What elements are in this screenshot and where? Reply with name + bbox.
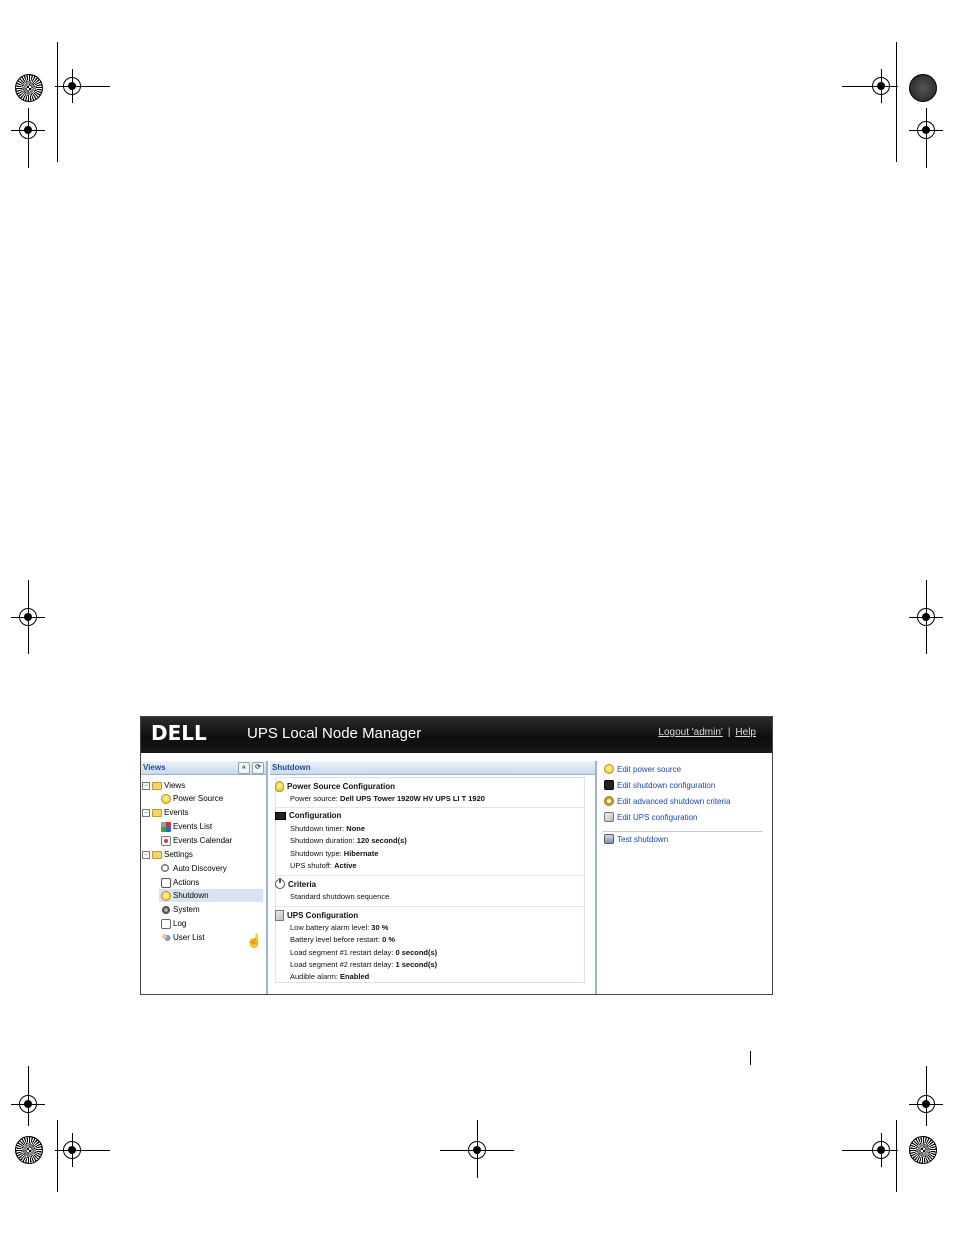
hand-cursor-icon: ☝ (246, 933, 263, 948)
section-divider (275, 807, 585, 808)
views-panel-title (141, 761, 266, 775)
edit-shutdown-configuration-link[interactable] (604, 780, 715, 790)
section-heading-text: Configuration (289, 811, 342, 820)
shutdown-panel (270, 761, 597, 995)
tree-item-label: User List (173, 933, 205, 942)
edit-ups-configuration-link[interactable] (604, 812, 698, 822)
registration-crosshair (872, 77, 890, 95)
bulb-icon (161, 891, 171, 901)
folder-icon (152, 851, 162, 859)
field-label: Shutdown duration: (290, 836, 357, 845)
field-label: Low battery alarm level: (290, 923, 372, 932)
low-battery-line (290, 923, 388, 932)
action-label: Edit power source (617, 764, 682, 774)
views-panel (141, 761, 268, 995)
tree-item-label: Auto Discovery (173, 864, 227, 873)
tree-item-events-list[interactable] (161, 820, 212, 833)
power-icon (275, 879, 285, 889)
field-value: None (346, 824, 366, 833)
field-value: 0 % (382, 935, 396, 944)
tree-item-label: Events (164, 808, 189, 817)
folder-icon (152, 782, 162, 790)
section-divider (275, 906, 585, 907)
ups-configuration-heading (275, 910, 358, 921)
registration-crosshair (63, 77, 81, 95)
field-label: Load segment #1 restart delay: (290, 948, 396, 957)
registration-ball-top-right (909, 74, 937, 102)
tree-item-shutdown[interactable] (159, 889, 263, 902)
edit-power-source-link[interactable] (604, 764, 681, 774)
document-icon (161, 919, 171, 929)
action-label: Edit shutdown configuration (617, 780, 716, 790)
app-title: UPS Local Node Manager (247, 725, 422, 742)
tree-item-label: Views (164, 781, 186, 790)
ups-manager-window (140, 716, 773, 995)
shutdown-panel-title: Shutdown (270, 761, 595, 775)
action-label: Edit advanced shutdown criteria (617, 796, 731, 806)
header-links (658, 727, 756, 738)
calendar-icon (161, 836, 171, 846)
tree-item-events-calendar[interactable] (161, 834, 232, 847)
field-label: Shutdown timer: (290, 824, 347, 833)
refresh-panel-button[interactable]: ⟳ (252, 762, 264, 774)
ups-icon (275, 910, 284, 921)
shutdown-type-line (290, 849, 378, 858)
field-value: 30 % (371, 923, 389, 932)
section-heading-text: UPS Configuration (287, 911, 359, 920)
note-icon (161, 878, 171, 888)
field-value: Enabled (340, 972, 370, 981)
tree-item-label: Events Calendar (173, 836, 233, 845)
dell-logo: DELL (151, 721, 207, 745)
expander-icon[interactable]: − (142, 851, 150, 859)
actions-divider (603, 831, 763, 832)
shutdown-duration-line (290, 836, 407, 845)
field-label: Audible alarm: (290, 972, 341, 981)
bulb-icon (161, 794, 171, 804)
tree-item-actions[interactable] (161, 876, 199, 889)
tree-item-power-source[interactable] (161, 792, 223, 805)
tree-item-label: Events List (173, 822, 213, 831)
tree-item-label: Shutdown (173, 891, 209, 900)
tree-item-settings[interactable] (142, 848, 193, 861)
tree-item-views[interactable] (142, 779, 185, 792)
action-label: Edit UPS configuration (617, 812, 698, 822)
users-icon (161, 933, 171, 943)
field-value: Dell UPS Tower 1920W HV UPS LI T 1920 (340, 794, 485, 803)
registration-starburst-top-left (15, 74, 43, 102)
tree-item-label: Settings (164, 850, 193, 859)
events-list-icon (161, 822, 171, 832)
page-number-bar (750, 1051, 751, 1065)
battery-restart-line (290, 935, 395, 944)
bulb-icon (275, 781, 284, 792)
criteria-text: Standard shutdown sequence (290, 892, 390, 901)
power-source-line (290, 794, 485, 803)
help-link[interactable]: Help (735, 727, 756, 738)
segment-2-delay-line (290, 960, 437, 969)
field-value: 1 second(s) (395, 960, 438, 969)
edit-advanced-criteria-link[interactable] (604, 796, 730, 806)
field-label: Battery level before restart: (290, 935, 383, 944)
tree-item-events[interactable] (142, 806, 188, 819)
field-label: Shutdown type: (290, 849, 344, 858)
tree-item-system[interactable] (161, 903, 200, 916)
criteria-edit-icon (604, 796, 614, 806)
section-heading-text: Power Source Configuration (287, 782, 396, 791)
monitor-icon (275, 812, 286, 820)
power-source-heading (275, 781, 395, 792)
logout-link[interactable]: Logout 'admin' (658, 727, 723, 738)
views-panel-controls (238, 762, 264, 774)
tree-item-label: Log (173, 919, 187, 928)
field-value: Hibernate (343, 849, 379, 858)
expander-icon[interactable]: − (142, 782, 150, 790)
bulb-edit-icon (604, 764, 614, 774)
criteria-heading (275, 879, 316, 889)
expander-icon[interactable]: − (142, 809, 150, 817)
ups-shutoff-line (290, 861, 357, 870)
collapse-panel-button[interactable]: « (238, 762, 250, 774)
views-panel-title-text: Views (143, 763, 166, 772)
field-value: 120 second(s) (356, 836, 407, 845)
registration-crosshair (872, 1141, 890, 1159)
actions-panel (599, 761, 772, 995)
segment-1-delay-line (290, 948, 437, 957)
shutdown-timer-line (290, 824, 365, 833)
field-label: UPS shutoff: (290, 861, 335, 870)
registration-starburst-bottom-left (15, 1136, 43, 1164)
configuration-heading (275, 811, 341, 820)
action-label: Test shutdown (617, 834, 669, 844)
gear-icon (161, 905, 171, 915)
registration-starburst-bottom-right (909, 1136, 937, 1164)
tree-item-label: Power Source (173, 794, 224, 803)
monitor-edit-icon (604, 780, 614, 790)
field-value: Active (334, 861, 357, 870)
tree-item-label: System (173, 905, 200, 914)
test-shutdown-icon (604, 834, 614, 844)
field-value: 0 second(s) (395, 948, 438, 957)
tree-item-log[interactable] (161, 917, 186, 930)
header-separator: | (727, 727, 731, 738)
section-heading-text: Criteria (288, 879, 317, 889)
folder-icon (152, 809, 162, 817)
magnifier-icon (161, 864, 171, 874)
section-divider (275, 875, 585, 876)
tree-item-label: Actions (173, 878, 200, 887)
tree-item-user-list[interactable] (161, 931, 205, 944)
field-label: Load segment #2 restart delay: (290, 960, 396, 969)
audible-alarm-line (290, 972, 369, 981)
ups-edit-icon (604, 812, 614, 822)
app-header (141, 717, 772, 753)
test-shutdown-link[interactable] (604, 834, 668, 844)
tree-item-auto-discovery[interactable] (161, 862, 227, 875)
field-label: Power source: (290, 794, 341, 803)
registration-crosshair (63, 1141, 81, 1159)
